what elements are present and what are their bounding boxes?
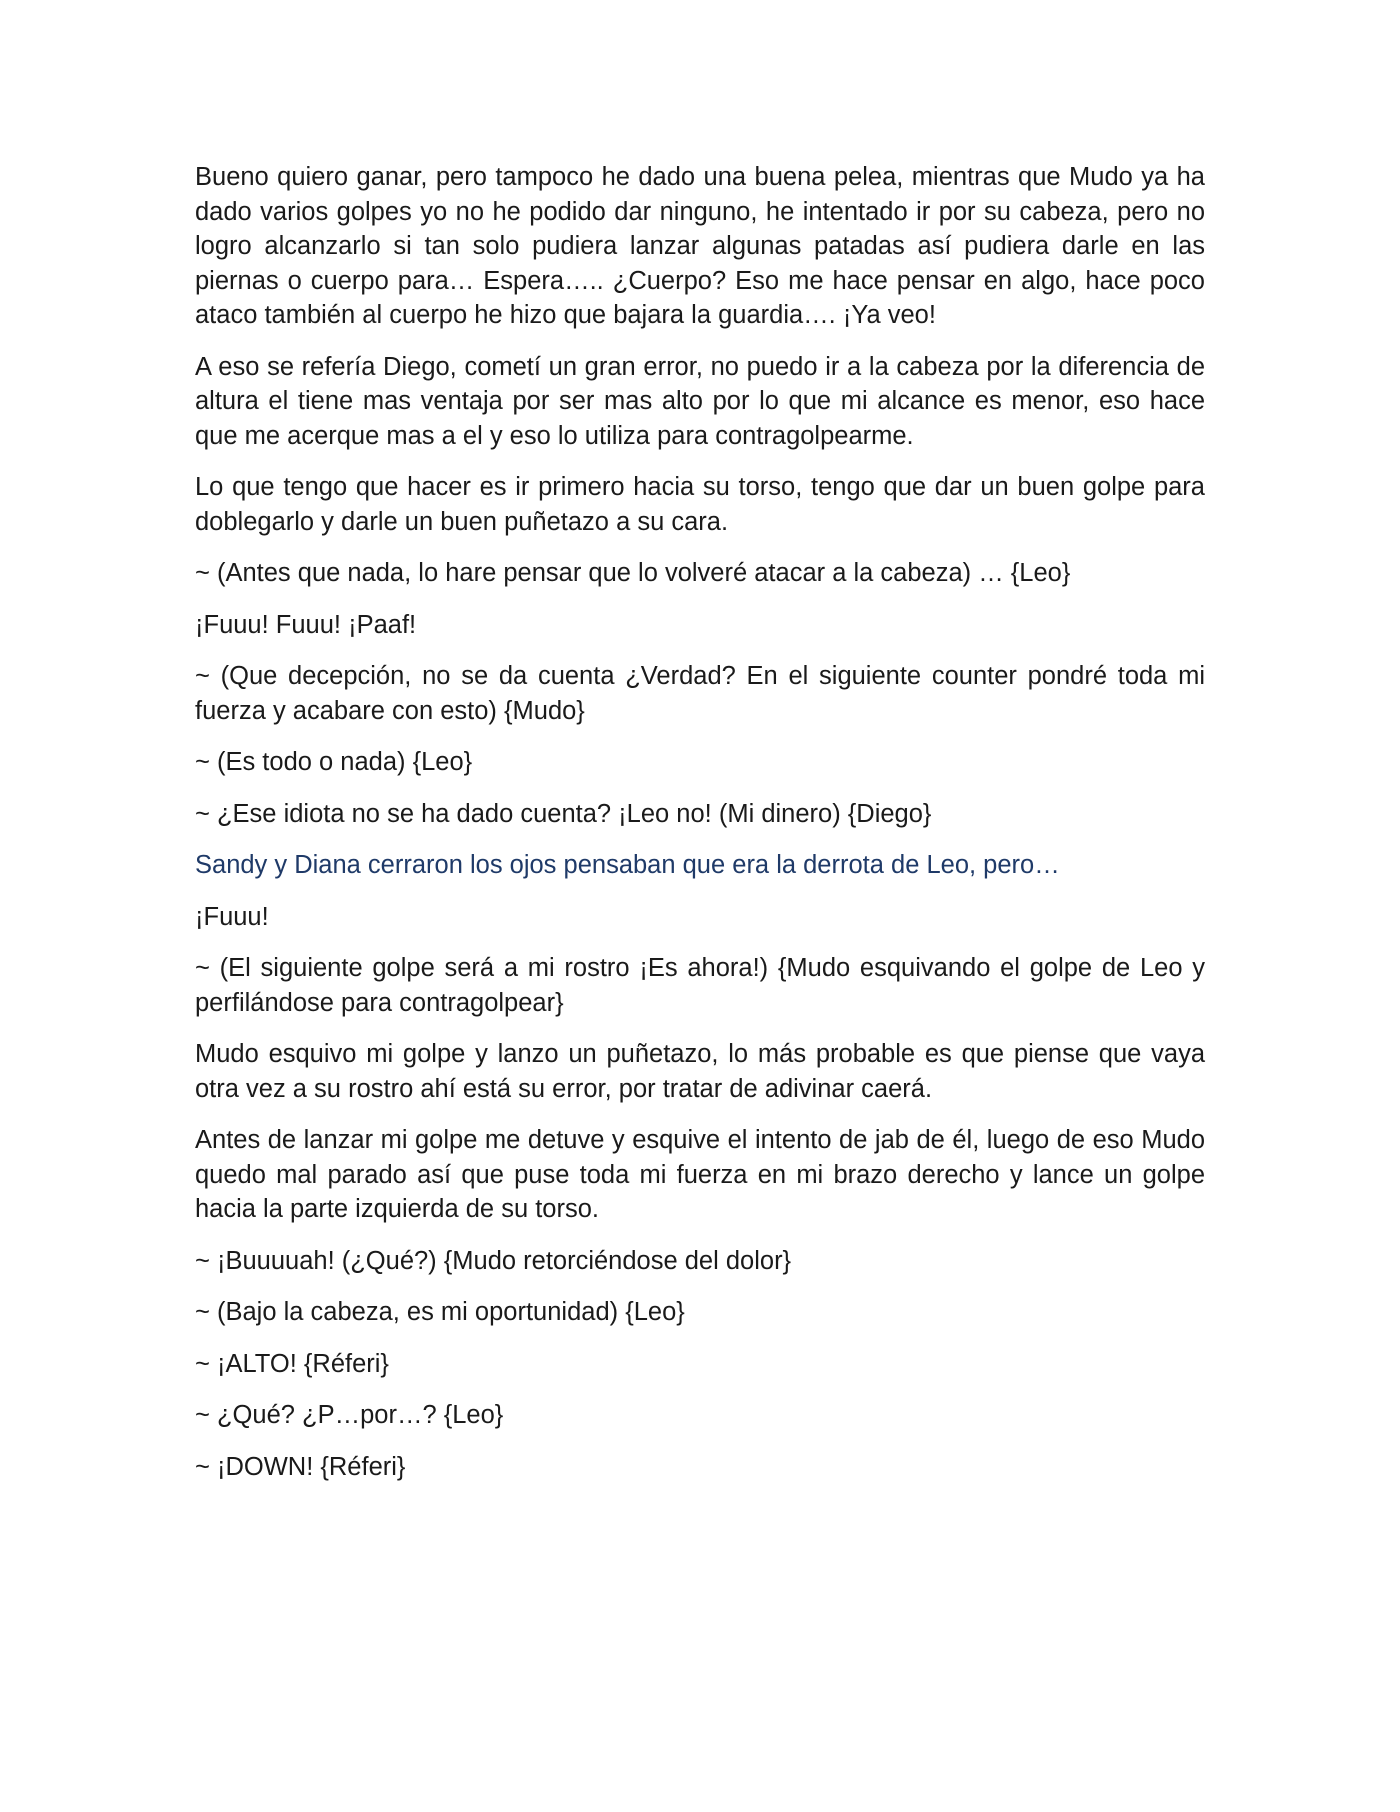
narrative-paragraph: A eso se refería Diego, cometí un gran error, no puedo ir a la cabeza por la diferencia de altura el tiene mas ventaja por ser mas alto por lo que mi alcance es menor, eso hace que me acerque mas a el y eso lo utiliza para contragolpearme. (195, 352, 1205, 450)
narrative-paragraph: Lo que tengo que hacer es ir primero hacia su torso, tengo que dar un buen golpe para doblegarlo y darle un buen puñetazo a su cara. (195, 473, 1205, 536)
narrative-paragraph: Mudo esquivo mi golpe y lanzo un puñetazo, lo más probable es que piense que vaya otra vez a su rostro ahí está su error, por tratar de adivinar caerá. (195, 1040, 1205, 1103)
dialogue-line: ~ (Bajo la cabeza, es mi oportunidad) {Leo} (195, 1298, 685, 1326)
dialogue-line: ~ ¡DOWN! {Réferi} (195, 1452, 406, 1481)
sound-effect-line: ¡Fuuu! (195, 902, 269, 931)
narrative-paragraph: Antes de lanzar mi golpe me detuve y esquive el intento de jab de él, luego de eso Mudo quedo mal parado así que puse toda mi fuerza en mi brazo derecho y lance un golpe hacia la parte izquierda de su torso. (195, 1126, 1205, 1223)
dialogue-line: ~ ¿Qué? ¿P…por…? {Leo} (195, 1401, 504, 1429)
narrative-paragraph: Sandy y Diana cerraron los ojos pensaban que era la derrota de Leo, pero… (195, 851, 1060, 879)
dialogue-line: ~ ¿Ese idiota no se ha dado cuenta? ¡Leo no! (Mi dinero) {Diego} (195, 799, 932, 828)
dialogue-line: ~ (El siguiente golpe será a mi rostro ¡Es ahora!) {Mudo esquivando el golpe de Leo y perfilándose para contragolpear} (195, 954, 1205, 1017)
document-page (195, 160, 1205, 1501)
dialogue-line: ~ (Antes que nada, lo hare pensar que lo volveré atacar a la cabeza) … {Leo} (195, 559, 1071, 587)
sound-effect-line: ¡Fuuu! Fuuu! ¡Paaf! (195, 610, 417, 639)
dialogue-line: ~ ¡ALTO! {Réferi} (195, 1349, 389, 1378)
dialogue-line: ~ (Es todo o nada) {Leo} (195, 748, 473, 776)
dialogue-line: ~ (Que decepción, no se da cuenta ¿Verdad? En el siguiente counter pondré toda mi fuerza y acabare con esto) {Mudo} (195, 662, 1205, 725)
dialogue-line: ~ ¡Buuuuah! (¿Qué?) {Mudo retorciéndose del dolor} (195, 1246, 792, 1275)
narrative-paragraph: Bueno quiero ganar, pero tampoco he dado una buena pelea, mientras que Mudo ya ha dado varios golpes yo no he podido dar ninguno, he intentado ir por su cabeza, pero no logro alcanzarlo si tan solo pudiera lanzar algunas patadas así pudiera darle en las piernas o cuerpo para… Espera….. ¿Cuerpo? Eso me hace pensar en algo, hace poco ataco también al cuerpo he hizo que bajara la guardia…. ¡Ya veo! (195, 163, 1205, 329)
